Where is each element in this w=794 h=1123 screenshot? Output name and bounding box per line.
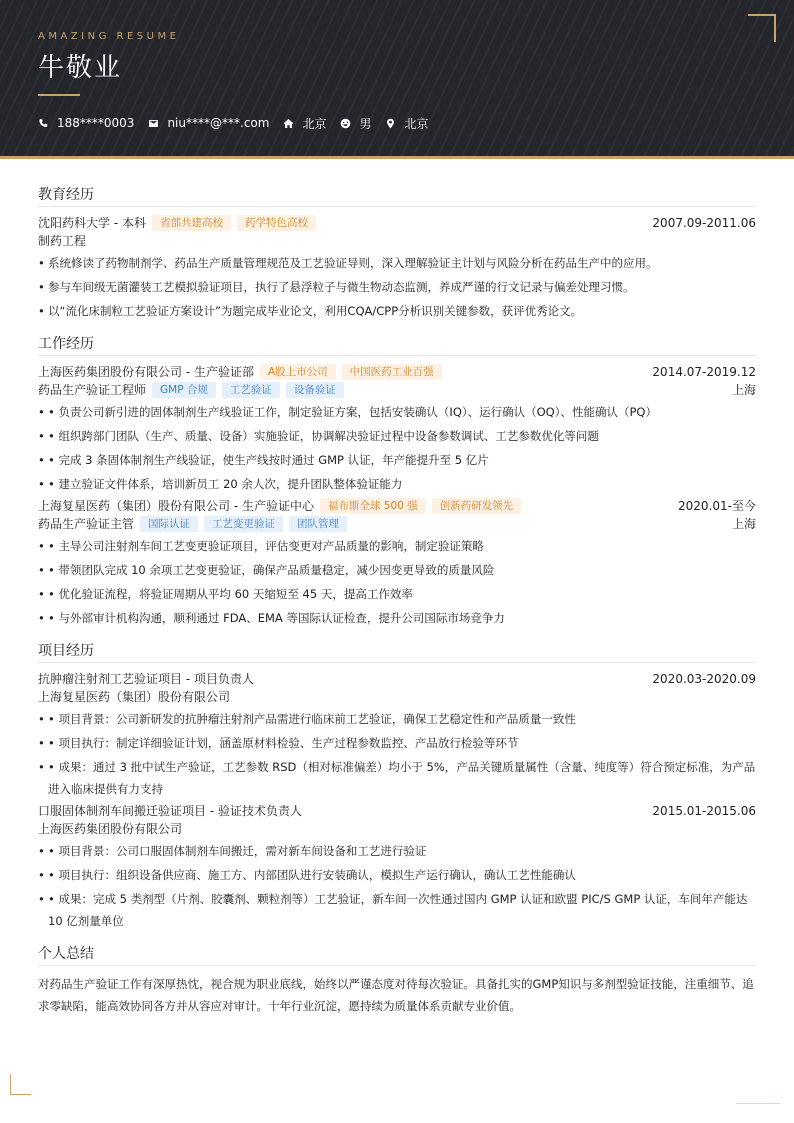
skill-tag: GMP 合规 bbox=[152, 382, 216, 398]
company-tag: 中国医药工业百强 bbox=[342, 364, 442, 380]
job-city: 上海 bbox=[731, 517, 756, 531]
contact-location-text: 北京 bbox=[404, 116, 429, 131]
bullet-item: • • 成果：完成 5 类剂型（片剂、胶囊剂、颗粒剂等）工艺验证，新车间一次性通过国内 GMP 认证和欧盟 PIC/S GMP 认证，车间年产能达 10 亿剂量单位 bbox=[38, 888, 756, 932]
mail-icon bbox=[148, 118, 159, 129]
home-icon bbox=[283, 118, 294, 129]
bullet-item: • • 项目执行：组织设备供应商、施工方、内部团队进行安装确认，模拟生产运行确认，确认工艺性能确认 bbox=[38, 864, 756, 886]
candidate-name: 牛敬业 bbox=[38, 53, 123, 83]
job-subheader bbox=[38, 515, 756, 533]
projects-section bbox=[38, 641, 756, 932]
contact-home-text: 北京 bbox=[302, 116, 327, 131]
job-bullets bbox=[38, 401, 756, 495]
skill-tag: 工艺变更验证 bbox=[204, 516, 283, 532]
contact-home bbox=[283, 115, 326, 132]
job-period: 2014.07-2019.12 bbox=[652, 365, 756, 379]
bullet-item: • 系统修读了药物制剂学、药品生产质量管理规范及工艺验证导则，深入理解验证主计划与风险分析在药品生产中的应用。 bbox=[38, 252, 756, 274]
section-title: 教育经历 bbox=[38, 185, 756, 207]
project-name: 口服固体制剂车间搬迁验证项目 - 验证技术负责人 bbox=[38, 804, 302, 818]
company-tag: 创新药研发领先 bbox=[432, 498, 522, 514]
bullet-item: • • 成果：通过 3 批中试生产验证，工艺参数 RSD（相对标准偏差）均小于 5%，产品关键质量属性（含量、纯度等）符合预定标准，为产品进入临床提供有力支持 bbox=[38, 756, 756, 800]
bullet-item: • • 完成 3 条固体制剂生产线验证，使生产线按时通过 GMP 认证，年产能提升至 5 亿片 bbox=[38, 449, 756, 471]
resume-header bbox=[0, 0, 794, 156]
job-position: 药品生产验证工程师 bbox=[38, 383, 147, 397]
bullet-item: • • 与外部审计机构沟通，顺利通过 FDA、EMA 等国际认证检查，提升公司国际市场竞争力 bbox=[38, 607, 756, 629]
bullet-item: • • 带领团队完成 10 余项工艺变更验证，确保产品质量稳定，减少因变更导致的质量风险 bbox=[38, 559, 756, 581]
project-org: 上海复星医药（集团）股份有限公司 bbox=[38, 690, 231, 704]
work-section bbox=[38, 334, 756, 629]
major: 制药工程 bbox=[38, 234, 87, 248]
corner-ornament bbox=[10, 1074, 31, 1095]
bullet-item: • • 项目背景：公司口服固体制剂车间搬迁，需对新车间设备和工艺进行验证 bbox=[38, 840, 756, 862]
school-tag: 省部共建高校 bbox=[152, 215, 231, 231]
section-title: 工作经历 bbox=[38, 334, 756, 356]
project-org: 上海医药集团股份有限公司 bbox=[38, 822, 183, 836]
skill-tag: 工艺验证 bbox=[222, 382, 280, 398]
name-underline bbox=[38, 94, 80, 96]
project-bullets bbox=[38, 840, 756, 932]
phone-icon bbox=[38, 118, 49, 129]
education-header bbox=[38, 214, 756, 232]
bullet-item: • 参与车间级无菌灌装工艺模拟验证项目，执行了悬浮粒子与微生物动态监测，养成严谨的行文记录与偏差处理习惯。 bbox=[38, 276, 756, 298]
bullet-item: • • 主导公司注射剂车间工艺变更验证项目，评估变更对产品质量的影响，制定验证策略 bbox=[38, 535, 756, 557]
company-tag: A股上市公司 bbox=[260, 364, 336, 380]
gender-icon bbox=[340, 118, 351, 129]
summary-section bbox=[38, 944, 756, 1017]
project-entry bbox=[38, 802, 756, 932]
bullet-item: • • 优化验证流程，将验证周期从平均 60 天缩短至 45 天，提高工作效率 bbox=[38, 583, 756, 605]
contact-gender-text: 男 bbox=[359, 116, 372, 131]
bullet-item: • 以“流化床制粒工艺验证方案设计”为题完成毕业论文，利用CQA/CPP分析识别关键参数，获评优秀论文。 bbox=[38, 300, 756, 322]
corner-ornament bbox=[748, 14, 776, 42]
job-subheader bbox=[38, 381, 756, 399]
education-section bbox=[38, 185, 756, 322]
contact-phone-text: 188****0003 bbox=[57, 116, 135, 130]
contact-email bbox=[148, 116, 269, 130]
bullet-item: • • 项目执行：制定详细验证计划，涵盖原材料检验、生产过程参数监控、产品放行检验等环节 bbox=[38, 732, 756, 754]
company-name: 上海医药集团股份有限公司 - 生产验证部 bbox=[38, 365, 254, 379]
job-bullets bbox=[38, 535, 756, 629]
job-entry bbox=[38, 497, 756, 629]
header-divider bbox=[0, 156, 794, 159]
skill-tag: 国际认证 bbox=[140, 516, 198, 532]
company-name: 上海复星医药（集团）股份有限公司 - 生产验证中心 bbox=[38, 499, 314, 513]
footer-rule bbox=[736, 1103, 780, 1104]
contact-gender bbox=[340, 115, 371, 132]
skill-tag: 团队管理 bbox=[289, 516, 347, 532]
bullet-item: • • 建立验证文件体系，培训新员工 20 余人次，提升团队整体验证能力 bbox=[38, 473, 756, 495]
project-name: 抗肿瘤注射剂工艺验证项目 - 项目负责人 bbox=[38, 672, 254, 686]
job-header bbox=[38, 497, 756, 515]
project-header bbox=[38, 802, 756, 820]
summary-text: 对药品生产验证工作有深厚热忱，视合规为职业底线，始终以严谨态度对待每次验证。具备扎实的GMP知识与多剂型验证技能，注重细节、追求零缺陷，能高效协同各方并从容应对审计。十年行业沉淀，愿持续为质量体系贡献专业价值。 bbox=[38, 977, 754, 1013]
bullet-item: • • 负责公司新引进的固体制剂生产线验证工作，制定验证方案，包括安装确认（IQ）、运行确认（OQ）、性能确认（PQ） bbox=[38, 401, 756, 423]
job-entry bbox=[38, 363, 756, 495]
skill-tag: 设备验证 bbox=[286, 382, 344, 398]
bullet-item: • • 组织跨部门团队（生产、质量、设备）实施验证，协调解决验证过程中设备参数调试、工艺参数优化等问题 bbox=[38, 425, 756, 447]
project-bullets bbox=[38, 708, 756, 800]
job-position: 药品生产验证主管 bbox=[38, 517, 135, 531]
contact-phone bbox=[38, 116, 134, 130]
section-title: 项目经历 bbox=[38, 641, 756, 663]
project-entry bbox=[38, 670, 756, 800]
education-period: 2007.09-2011.06 bbox=[652, 216, 756, 230]
contact-email-text: niu****@***.com bbox=[167, 116, 270, 130]
resume-tagline: AMAZING RESUME bbox=[38, 31, 180, 42]
school-name: 沈阳药科大学 - 本科 bbox=[38, 216, 146, 230]
project-period: 2015.01-2015.06 bbox=[652, 804, 756, 818]
bullet-item: • • 项目背景：公司新研发的抗肿瘤注射剂产品需进行临床前工艺验证，确保工艺稳定性和产品质量一致性 bbox=[38, 708, 756, 730]
location-icon bbox=[385, 118, 396, 129]
section-title: 个人总结 bbox=[38, 944, 756, 966]
job-period: 2020.01-至今 bbox=[678, 499, 756, 513]
contact-bar bbox=[38, 114, 443, 132]
school-tag: 药学特色高校 bbox=[237, 215, 316, 231]
education-bullets bbox=[38, 252, 756, 322]
company-tag: 福布斯全球 500 强 bbox=[320, 498, 426, 514]
job-header bbox=[38, 363, 756, 381]
project-header bbox=[38, 670, 756, 688]
contact-location bbox=[385, 115, 428, 132]
resume-body bbox=[38, 185, 756, 1029]
project-period: 2020.03-2020.09 bbox=[652, 672, 756, 686]
job-city: 上海 bbox=[731, 383, 756, 397]
